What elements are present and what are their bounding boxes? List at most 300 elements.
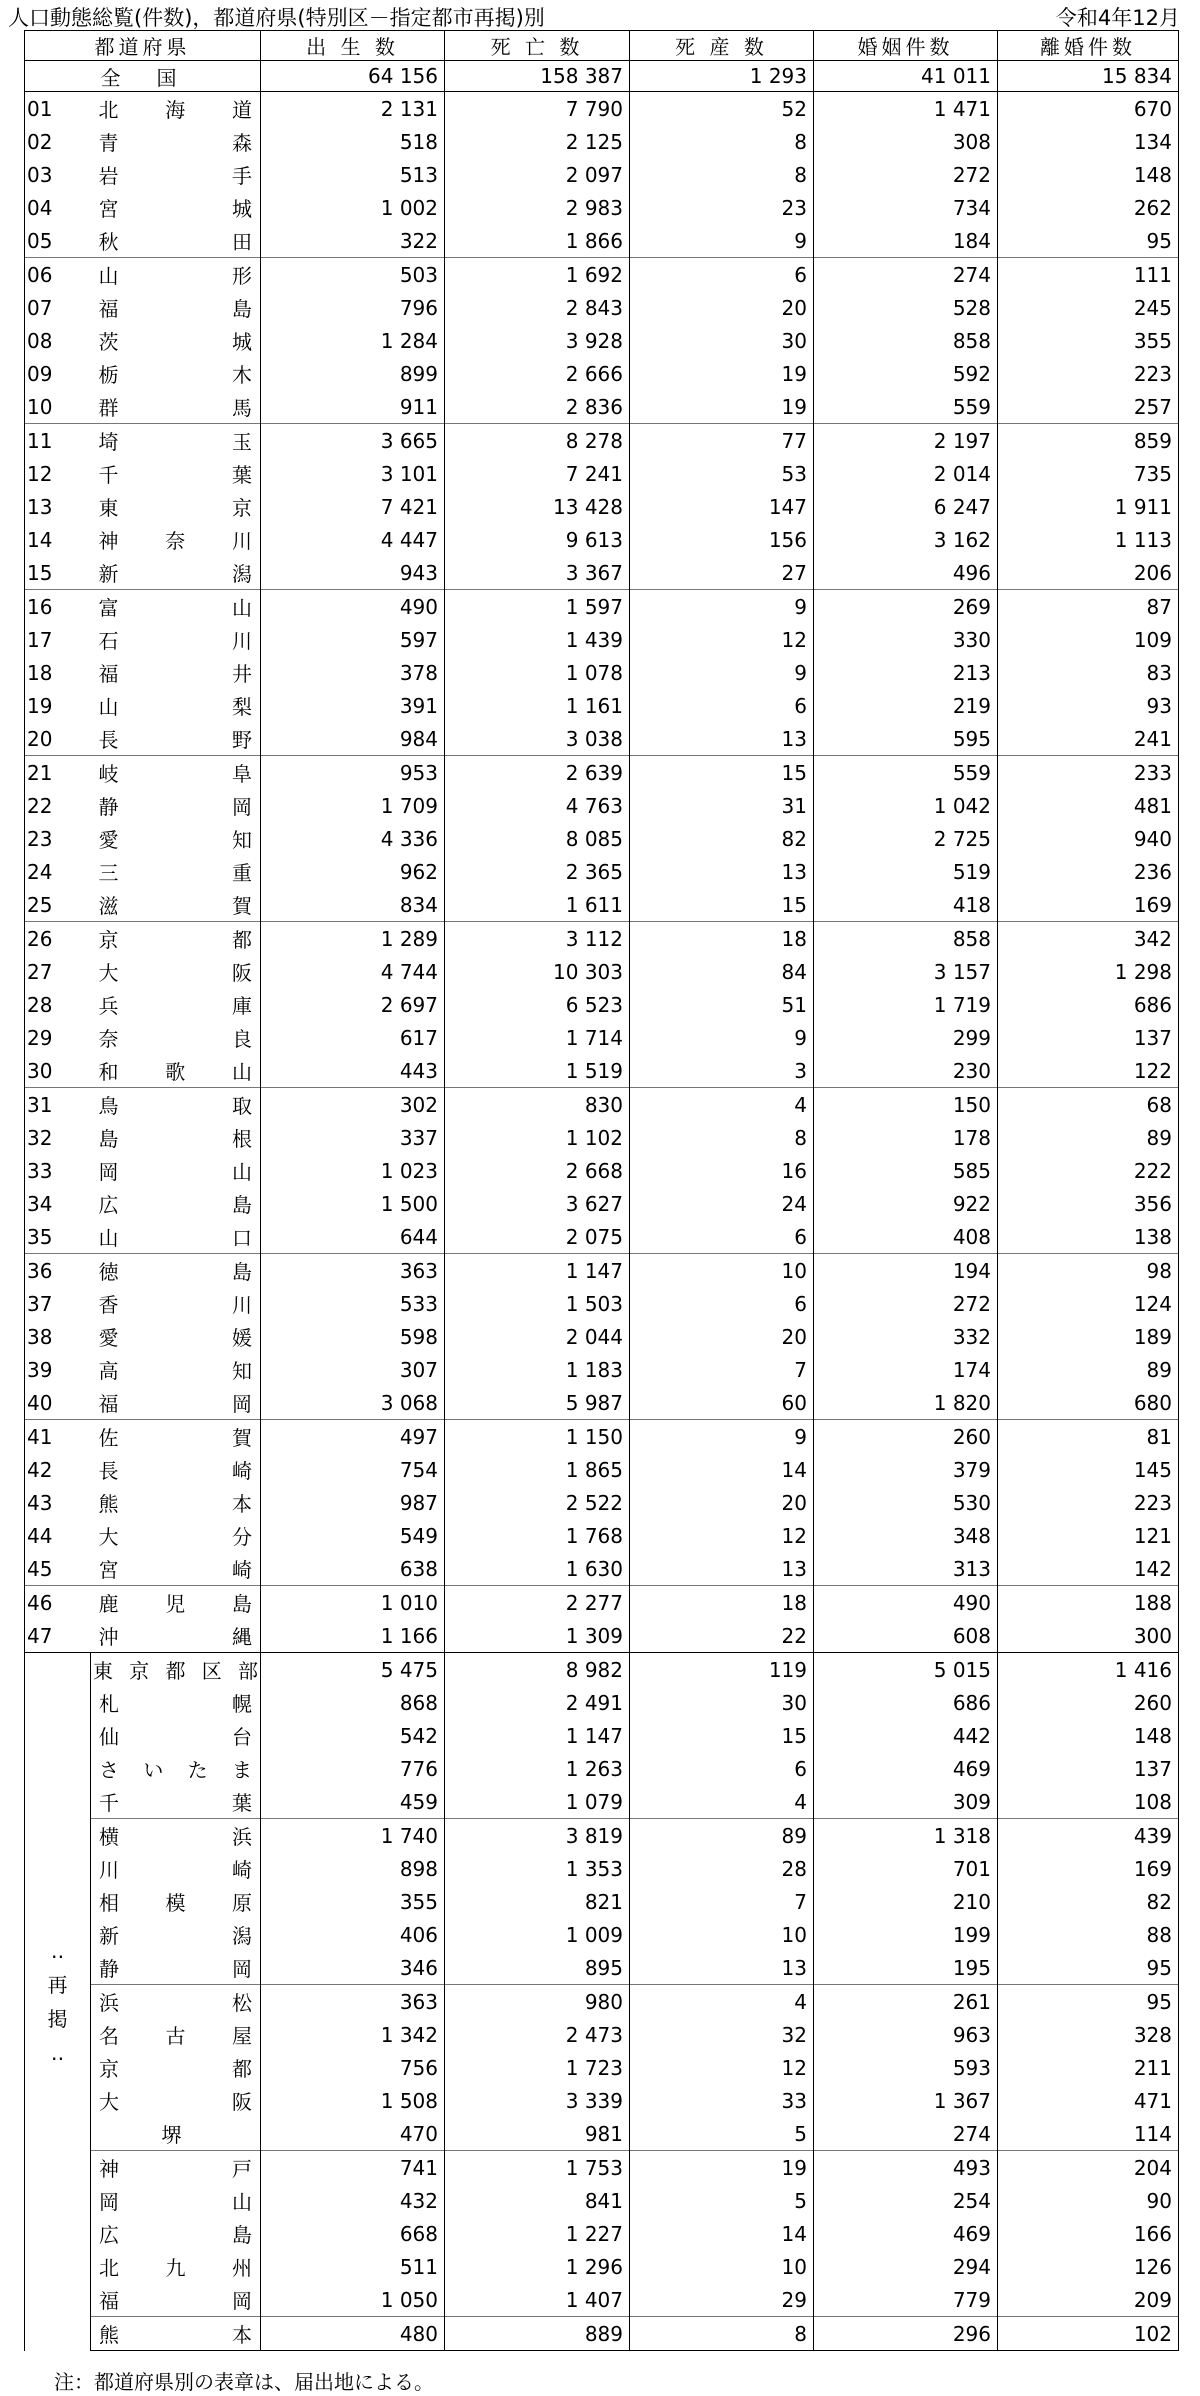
stillbirths-value: 13 [630,1552,814,1586]
prefecture-code: 14 [25,523,91,556]
marriages-value: 1 367 [814,2084,998,2117]
prefecture-code: 18 [25,656,91,689]
prefecture-row [25,722,1179,756]
stillbirths-value: 12 [630,623,814,656]
births-value: 834 [261,888,445,922]
prefecture-row [25,1320,1179,1353]
deaths-value: 2 983 [445,191,630,224]
marriages-value: 294 [814,2250,998,2283]
prefecture-row [25,1121,1179,1154]
deaths-value: 1 768 [445,1519,630,1552]
stillbirths-value: 51 [630,988,814,1021]
births-value: 1 342 [261,2018,445,2051]
prefecture-code: 47 [25,1619,91,1653]
area-name: 北 九 州 [91,2250,261,2283]
marriages-value: 1 820 [814,1386,998,1420]
divorces-value: 300 [998,1619,1179,1653]
prefecture-row [25,855,1179,888]
marriages-value: 1 719 [814,988,998,1021]
divorces-value: 670 [998,92,1179,126]
prefecture-row [25,1453,1179,1486]
births-value: 3 068 [261,1386,445,1420]
prefecture-code: 19 [25,689,91,722]
city-row [25,1653,1179,1687]
prefecture-code: 32 [25,1121,91,1154]
stillbirths-value: 77 [630,424,814,458]
births-value: 756 [261,2051,445,2084]
national-stillbirths: 1 293 [630,61,814,92]
stillbirths-value: 24 [630,1187,814,1220]
births-value: 378 [261,656,445,689]
stillbirths-value: 8 [630,158,814,191]
divorces-value: 356 [998,1187,1179,1220]
area-name: 静 岡 [91,1951,261,1985]
stillbirths-value: 3 [630,1054,814,1088]
marriages-value: 593 [814,2051,998,2084]
marriages-value: 734 [814,191,998,224]
births-value: 962 [261,855,445,888]
area-name: 栃 木 [91,357,261,390]
deaths-value: 1 263 [445,1752,630,1785]
divorces-value: 121 [998,1519,1179,1552]
divorces-value: 223 [998,1486,1179,1519]
births-value: 1 284 [261,324,445,357]
column-header-births: 出 生 数 [261,31,445,61]
births-value: 363 [261,1254,445,1288]
births-value: 511 [261,2250,445,2283]
prefecture-code: 25 [25,888,91,922]
births-value: 1 023 [261,1154,445,1187]
city-row [25,1985,1179,2019]
deaths-value: 821 [445,1885,630,1918]
area-name: 青 森 [91,125,261,158]
marriages-value: 3 157 [814,955,998,988]
divorces-value: 1 416 [998,1653,1179,1687]
divorces-value: 124 [998,1287,1179,1320]
area-name: 石 川 [91,623,261,656]
marriages-value: 2 197 [814,424,998,458]
stillbirths-value: 6 [630,689,814,722]
marriages-value: 779 [814,2283,998,2317]
deaths-value: 2 277 [445,1586,630,1620]
births-value: 1 740 [261,1819,445,1853]
stillbirths-value: 33 [630,2084,814,2117]
area-name: 京 都 [91,2051,261,2084]
divorces-value: 355 [998,324,1179,357]
area-name: 北 海 道 [91,92,261,126]
area-name: 滋 賀 [91,888,261,922]
area-name: 埼 玉 [91,424,261,458]
births-value: 4 447 [261,523,445,556]
deaths-value: 1 866 [445,224,630,258]
prefecture-row [25,1420,1179,1454]
stillbirths-value: 5 [630,2184,814,2217]
deaths-value: 1 519 [445,1054,630,1088]
deaths-value: 8 085 [445,822,630,855]
stillbirths-value: 19 [630,2151,814,2185]
births-value: 987 [261,1486,445,1519]
stillbirths-value: 9 [630,224,814,258]
divorces-value: 89 [998,1121,1179,1154]
stillbirths-value: 13 [630,722,814,756]
prefecture-row [25,822,1179,855]
divorces-value: 93 [998,689,1179,722]
marriages-value: 469 [814,2217,998,2250]
national-deaths: 158 387 [445,61,630,92]
area-name: 東 京 都 区 部 [91,1653,261,1687]
prefecture-code: 12 [25,457,91,490]
area-name: 岡 山 [91,1154,261,1187]
deaths-value: 1 630 [445,1552,630,1586]
area-name: 香 川 [91,1287,261,1320]
area-name: 熊 本 [91,2317,261,2351]
births-value: 1 500 [261,1187,445,1220]
marriages-value: 3 162 [814,523,998,556]
stillbirths-value: 156 [630,523,814,556]
divorces-value: 102 [998,2317,1179,2351]
stillbirths-value: 4 [630,1985,814,2019]
stillbirths-value: 20 [630,1486,814,1519]
stillbirths-value: 4 [630,1785,814,1819]
stillbirths-value: 29 [630,2283,814,2317]
marriages-value: 2 725 [814,822,998,855]
divorces-value: 148 [998,158,1179,191]
stillbirths-value: 14 [630,1453,814,1486]
deaths-value: 1 865 [445,1453,630,1486]
deaths-value: 2 365 [445,855,630,888]
divorces-value: 236 [998,855,1179,888]
stillbirths-value: 8 [630,2317,814,2351]
stillbirths-value: 18 [630,1586,814,1620]
deaths-value: 3 112 [445,922,630,956]
deaths-value: 1 309 [445,1619,630,1653]
deaths-value: 7 790 [445,92,630,126]
area-name: 山 梨 [91,689,261,722]
divorces-value: 68 [998,1088,1179,1122]
area-name: 新 潟 [91,1918,261,1951]
divorces-value: 90 [998,2184,1179,2217]
prefecture-row [25,390,1179,424]
births-value: 490 [261,590,445,624]
births-value: 911 [261,390,445,424]
divorces-value: 166 [998,2217,1179,2250]
deaths-value: 2 843 [445,291,630,324]
divorces-value: 328 [998,2018,1179,2051]
births-value: 302 [261,1088,445,1122]
prefecture-row [25,191,1179,224]
stillbirths-value: 19 [630,390,814,424]
city-row [25,2151,1179,2185]
divorces-value: 481 [998,789,1179,822]
column-header-stillbirths: 死 産 数 [630,31,814,61]
divorces-value: 680 [998,1386,1179,1420]
divorces-value: 95 [998,1951,1179,1985]
area-name: 高 知 [91,1353,261,1386]
area-name: 広 島 [91,1187,261,1220]
deaths-value: 2 097 [445,158,630,191]
prefecture-row [25,1486,1179,1519]
births-value: 4 336 [261,822,445,855]
deaths-value: 3 627 [445,1187,630,1220]
marriages-value: 592 [814,357,998,390]
deaths-value: 4 763 [445,789,630,822]
prefecture-code: 46 [25,1586,91,1620]
divorces-value: 82 [998,1885,1179,1918]
area-name: 大 阪 [91,2084,261,2117]
divorces-value: 88 [998,1918,1179,1951]
prefecture-code: 44 [25,1519,91,1552]
marriages-value: 1 042 [814,789,998,822]
births-value: 3 101 [261,457,445,490]
area-name: 広 島 [91,2217,261,2250]
deaths-value: 2 044 [445,1320,630,1353]
divorces-value: 735 [998,457,1179,490]
stillbirths-value: 147 [630,490,814,523]
column-header-prefecture: 都道府県 [25,31,261,61]
births-value: 1 002 [261,191,445,224]
births-value: 1 289 [261,922,445,956]
area-name: 千 葉 [91,1785,261,1819]
deaths-value: 1 078 [445,656,630,689]
marriages-value: 379 [814,1453,998,1486]
stillbirths-value: 28 [630,1852,814,1885]
stillbirths-value: 8 [630,125,814,158]
divorces-value: 233 [998,756,1179,790]
stillbirths-value: 6 [630,1220,814,1254]
marriages-value: 348 [814,1519,998,1552]
deaths-value: 1 753 [445,2151,630,2185]
area-name: 岐 阜 [91,756,261,790]
city-row [25,1819,1179,1853]
prefecture-code: 08 [25,324,91,357]
divorces-value: 122 [998,1054,1179,1088]
divorces-value: 138 [998,1220,1179,1254]
marriages-value: 178 [814,1121,998,1154]
divorces-value: 137 [998,1752,1179,1785]
prefecture-row [25,291,1179,324]
deaths-value: 3 367 [445,556,630,590]
area-name: 沖 縄 [91,1619,261,1653]
prefecture-code: 06 [25,258,91,292]
divorces-value: 241 [998,722,1179,756]
births-value: 432 [261,2184,445,2217]
stillbirths-value: 53 [630,457,814,490]
marriages-value: 858 [814,324,998,357]
marriages-value: 496 [814,556,998,590]
area-name: 札 幌 [91,1686,261,1719]
prefecture-code: 23 [25,822,91,855]
divorces-value: 439 [998,1819,1179,1853]
stillbirths-value: 8 [630,1121,814,1154]
prefecture-row [25,1519,1179,1552]
area-name: 長 崎 [91,1453,261,1486]
divorces-value: 260 [998,1686,1179,1719]
prefecture-row [25,556,1179,590]
city-row [25,2217,1179,2250]
deaths-value: 1 597 [445,590,630,624]
divorces-value: 859 [998,424,1179,458]
deaths-value: 3 339 [445,2084,630,2117]
stillbirths-value: 22 [630,1619,814,1653]
births-value: 1 050 [261,2283,445,2317]
stillbirths-value: 30 [630,1686,814,1719]
stillbirths-value: 9 [630,1420,814,1454]
prefecture-row [25,1088,1179,1122]
prefecture-row [25,955,1179,988]
area-name: 堺 [91,2117,261,2151]
divorces-value: 108 [998,1785,1179,1819]
divorces-value: 148 [998,1719,1179,1752]
births-value: 459 [261,1785,445,1819]
divorces-value: 204 [998,2151,1179,2185]
area-name: 横 浜 [91,1819,261,1853]
area-name: 長 野 [91,722,261,756]
area-name: 島 根 [91,1121,261,1154]
prefecture-row [25,357,1179,390]
marriages-value: 686 [814,1686,998,1719]
births-value: 470 [261,2117,445,2151]
table-title: 人口動態総覧(件数)，都道府県(特別区－指定都市再掲)別 [8,6,545,30]
stillbirths-value: 9 [630,1021,814,1054]
national-births: 64 156 [261,61,445,92]
stillbirths-value: 5 [630,2117,814,2151]
births-value: 953 [261,756,445,790]
divorces-value: 134 [998,125,1179,158]
marriages-value: 1 318 [814,1819,998,1853]
area-name: 兵 庫 [91,988,261,1021]
prefecture-row [25,457,1179,490]
stillbirths-value: 52 [630,92,814,126]
births-value: 4 744 [261,955,445,988]
marriages-value: 332 [814,1320,998,1353]
births-value: 899 [261,357,445,390]
deaths-value: 1 296 [445,2250,630,2283]
births-value: 391 [261,689,445,722]
births-value: 1 508 [261,2084,445,2117]
prefecture-code: 35 [25,1220,91,1254]
stillbirths-value: 16 [630,1154,814,1187]
prefecture-code: 45 [25,1552,91,1586]
births-value: 518 [261,125,445,158]
deaths-value: 9 613 [445,523,630,556]
prefecture-code: 36 [25,1254,91,1288]
prefecture-row [25,92,1179,126]
prefecture-code: 10 [25,390,91,424]
deaths-value: 3 928 [445,324,630,357]
divorces-value: 98 [998,1254,1179,1288]
deaths-value: 1 009 [445,1918,630,1951]
marriages-value: 595 [814,722,998,756]
marriages-value: 6 247 [814,490,998,523]
births-value: 355 [261,1885,445,1918]
prefecture-row [25,590,1179,624]
area-name: 神 奈 川 [91,523,261,556]
area-name: 神 戸 [91,2151,261,2185]
prefecture-code: 01 [25,92,91,126]
prefecture-code: 17 [25,623,91,656]
births-value: 776 [261,1752,445,1785]
divorces-value: 95 [998,1985,1179,2019]
births-value: 1 709 [261,789,445,822]
prefecture-row [25,888,1179,922]
prefecture-row [25,258,1179,292]
prefecture-code: 40 [25,1386,91,1420]
marriages-value: 701 [814,1852,998,1885]
prefecture-row [25,125,1179,158]
prefecture-code: 28 [25,988,91,1021]
births-value: 597 [261,623,445,656]
prefecture-code: 03 [25,158,91,191]
stillbirths-value: 6 [630,1287,814,1320]
prefecture-code: 26 [25,922,91,956]
stillbirths-value: 15 [630,1719,814,1752]
prefecture-row [25,789,1179,822]
prefecture-row [25,1287,1179,1320]
national-divorces: 15 834 [998,61,1179,92]
prefecture-code: 11 [25,424,91,458]
divorces-value: 471 [998,2084,1179,2117]
deaths-value: 1 147 [445,1719,630,1752]
marriages-value: 260 [814,1420,998,1454]
area-name: 山 形 [91,258,261,292]
stillbirths-value: 10 [630,2250,814,2283]
report-date: 令和4年12月 [1055,6,1180,30]
deaths-value: 2 125 [445,125,630,158]
national-label: 全 国 [25,61,261,92]
births-value: 533 [261,1287,445,1320]
prefecture-code: 29 [25,1021,91,1054]
area-name: 名 古 屋 [91,2018,261,2051]
area-name: 徳 島 [91,1254,261,1288]
restated-cities-label: ‥ 再 掲 ‥ [25,1653,91,2351]
area-name: 大 分 [91,1519,261,1552]
births-value: 796 [261,291,445,324]
divorces-value: 169 [998,1852,1179,1885]
area-name: 茨 城 [91,324,261,357]
deaths-value: 981 [445,2117,630,2151]
marriages-value: 195 [814,1951,998,1985]
stillbirths-value: 119 [630,1653,814,1687]
stillbirths-value: 12 [630,1519,814,1552]
prefecture-row [25,158,1179,191]
marriages-value: 230 [814,1054,998,1088]
vital-statistics-table [24,30,1179,2351]
area-name: 鳥 取 [91,1088,261,1122]
stillbirths-value: 14 [630,2217,814,2250]
marriages-value: 442 [814,1719,998,1752]
stillbirths-value: 60 [630,1386,814,1420]
deaths-value: 1 407 [445,2283,630,2317]
stillbirths-value: 20 [630,1320,814,1353]
area-name: 和 歌 山 [91,1054,261,1088]
births-value: 1 166 [261,1619,445,1653]
divorces-value: 126 [998,2250,1179,2283]
deaths-value: 1 161 [445,689,630,722]
prefecture-code: 22 [25,789,91,822]
deaths-value: 841 [445,2184,630,2217]
births-value: 741 [261,2151,445,2185]
births-value: 406 [261,1918,445,1951]
births-value: 443 [261,1054,445,1088]
prefecture-row [25,1353,1179,1386]
divorces-value: 209 [998,2283,1179,2317]
divorces-value: 87 [998,590,1179,624]
stillbirths-value: 15 [630,756,814,790]
prefecture-row [25,1220,1179,1254]
area-name: 奈 良 [91,1021,261,1054]
city-row [25,1951,1179,1985]
prefecture-row [25,1021,1179,1054]
